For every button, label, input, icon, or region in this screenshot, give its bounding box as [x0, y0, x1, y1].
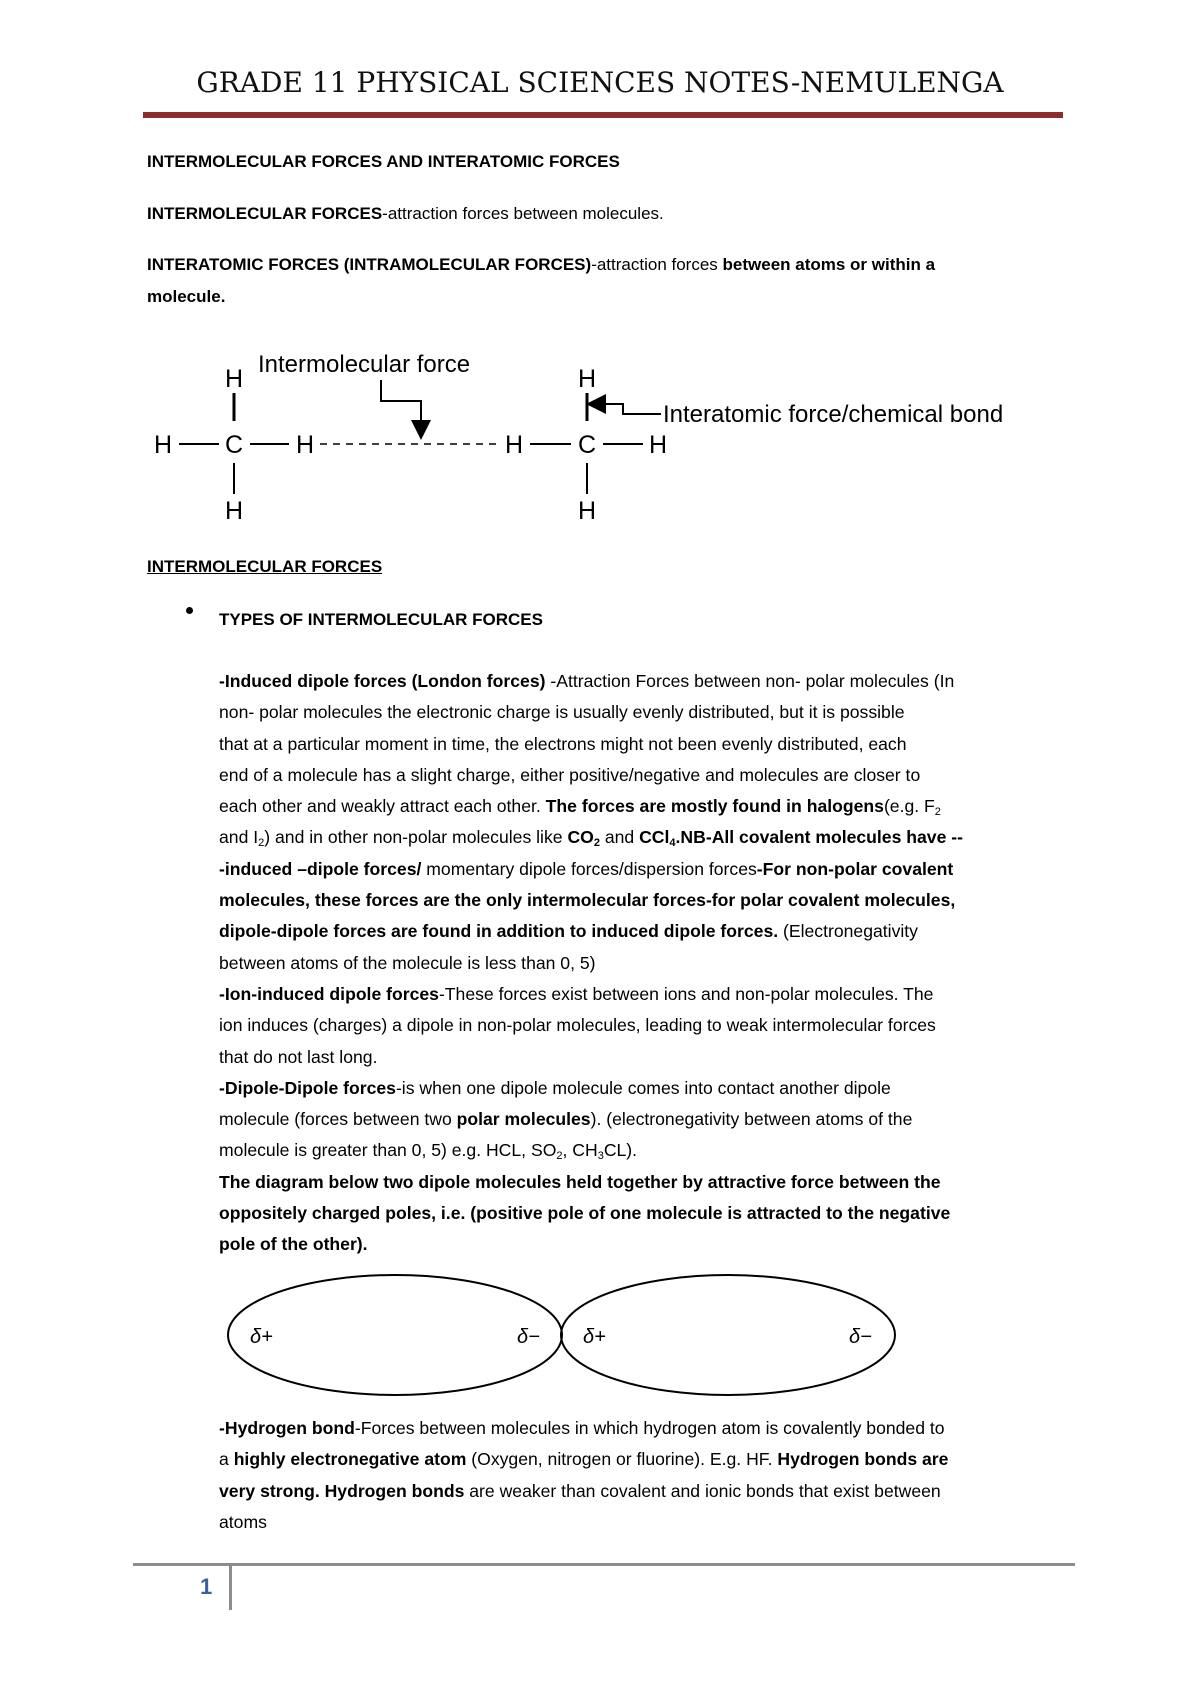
- page-header-title: GRADE 11 PHYSICAL SCIENCES NOTES-NEMULENGA: [196, 66, 1004, 99]
- intermolecular-arrow: [381, 380, 421, 430]
- left-h-top: H: [224, 365, 244, 393]
- interatomic-arrow: [596, 404, 661, 414]
- page-number: 1: [200, 1574, 213, 1599]
- right-h-top: H: [577, 365, 597, 393]
- text-line: end of a molecule has a slight charge, either positive/negative and molecules are closer to: [219, 764, 921, 785]
- text-line: The diagram below two dipole molecules held together by attractive force between the: [219, 1171, 941, 1192]
- interatomic-def-bold: between atoms or within a: [722, 255, 936, 274]
- bullet-dot: [186, 607, 193, 614]
- text-line: -Dipole-Dipole forces-is when one dipole molecule comes into contact another dipole: [219, 1077, 891, 1098]
- text-line: -induced –dipole forces/ momentary dipole forces/dispersion forces-For non-polar covalent: [219, 858, 954, 879]
- right-h-left: H: [504, 431, 524, 459]
- dipole-molecule-left: [228, 1275, 562, 1395]
- body-text-block: [219, 666, 1079, 1261]
- text-line: that at a particular moment in time, the electrons might not been evenly distributed, each: [219, 733, 907, 754]
- dipole-diagram: [0, 1270, 1200, 1410]
- text-line: ion induces (charges) a dipole in non-polar molecules, leading to weak intermolecular forces: [219, 1015, 936, 1036]
- interatomic-term: INTERATOMIC FORCES (INTRAMOLECULAR FORCES): [147, 255, 592, 274]
- text-line: non- polar molecules the electronic charge is usually evenly distributed, but it is possible: [219, 702, 905, 723]
- interatomic-definition: [147, 255, 935, 275]
- right-delta-minus: δ−: [849, 1326, 872, 1348]
- footer-vertical-bar: [229, 1566, 232, 1610]
- left-h-left: H: [153, 431, 173, 459]
- left-c: C: [224, 431, 244, 459]
- text-line: oppositely charged poles, i.e. (positive pole of one molecule is attracted to the negative: [219, 1203, 951, 1224]
- right-delta-plus: δ+: [583, 1326, 606, 1348]
- intermolecular-def-text: -attraction forces between molecules.: [382, 204, 664, 223]
- text-line: that do not last long.: [219, 1046, 378, 1067]
- hydrogen-bond-block: [219, 1413, 1079, 1538]
- text-line: atoms: [219, 1511, 267, 1532]
- interatomic-def-cont: molecule.: [147, 287, 226, 306]
- text-line: molecules, these forces are the only intermolecular forces-for polar covalent molecules,: [219, 890, 956, 911]
- text-line: molecule (forces between two polar molecules). (electronegativity between atoms of the: [219, 1109, 913, 1130]
- intermolecular-definition: [147, 204, 664, 224]
- right-c: C: [577, 431, 597, 459]
- footer-divider: [133, 1563, 1075, 1566]
- left-h-bottom: H: [224, 497, 244, 525]
- left-delta-minus: δ−: [517, 1326, 540, 1348]
- text-line: very strong. Hydrogen bonds are weaker than covalent and ionic bonds that exist between: [219, 1480, 941, 1501]
- text-line: pole of the other).: [219, 1234, 368, 1255]
- interatomic-force-label: Interatomic force/chemical bond: [663, 401, 1004, 428]
- main-heading: INTERMOLECULAR FORCES AND INTERATOMIC FORCES: [147, 152, 620, 171]
- text-line: each other and weakly attract each other. The forces are mostly found in halogens(e.g. $F_2$: [219, 796, 941, 819]
- methane-force-diagram: [0, 330, 1200, 530]
- text-line: a highly electronegative atom (Oxygen, nitrogen or fluorine). E.g. HF. Hydrogen bonds are: [219, 1449, 949, 1470]
- text-line: -Induced dipole forces (London forces) -Attraction Forces between non- polar molecules (In: [219, 671, 955, 691]
- text-line: and $I_2$) and in other non-polar molecules like $CO_2$ and CCl$_4$.NB-All covalent molecules have --: [219, 827, 963, 850]
- interatomic-def-text: -attraction forces: [591, 255, 723, 274]
- bullet-types-heading: TYPES OF INTERMOLECULAR FORCES: [219, 610, 543, 629]
- intermolecular-term: INTERMOLECULAR FORCES: [147, 204, 383, 223]
- section-title: INTERMOLECULAR FORCES: [147, 557, 383, 576]
- right-h-bottom: H: [577, 497, 597, 525]
- intermolecular-force-label: Intermolecular force: [258, 351, 471, 378]
- text-line: molecule is greater than 0, 5) e.g. HCL, $SO_2$, $CH_3CL$).: [219, 1140, 638, 1163]
- text-line: -Hydrogen bond-Forces between molecules in which hydrogen atom is covalently bonded to: [219, 1418, 945, 1438]
- text-line: -Ion-induced dipole forces-These forces exist between ions and non-polar molecules. The: [219, 983, 934, 1004]
- right-h-right: H: [648, 431, 668, 459]
- left-delta-plus: δ+: [250, 1326, 273, 1348]
- header-divider: [143, 112, 1063, 118]
- text-line: between atoms of the molecule is less than 0, 5): [219, 952, 596, 973]
- left-h-right: H: [295, 431, 315, 459]
- text-line: dipole-dipole forces are found in addition to induced dipole forces. (Electronegativity: [219, 921, 918, 942]
- dipole-molecule-right: [561, 1275, 895, 1395]
